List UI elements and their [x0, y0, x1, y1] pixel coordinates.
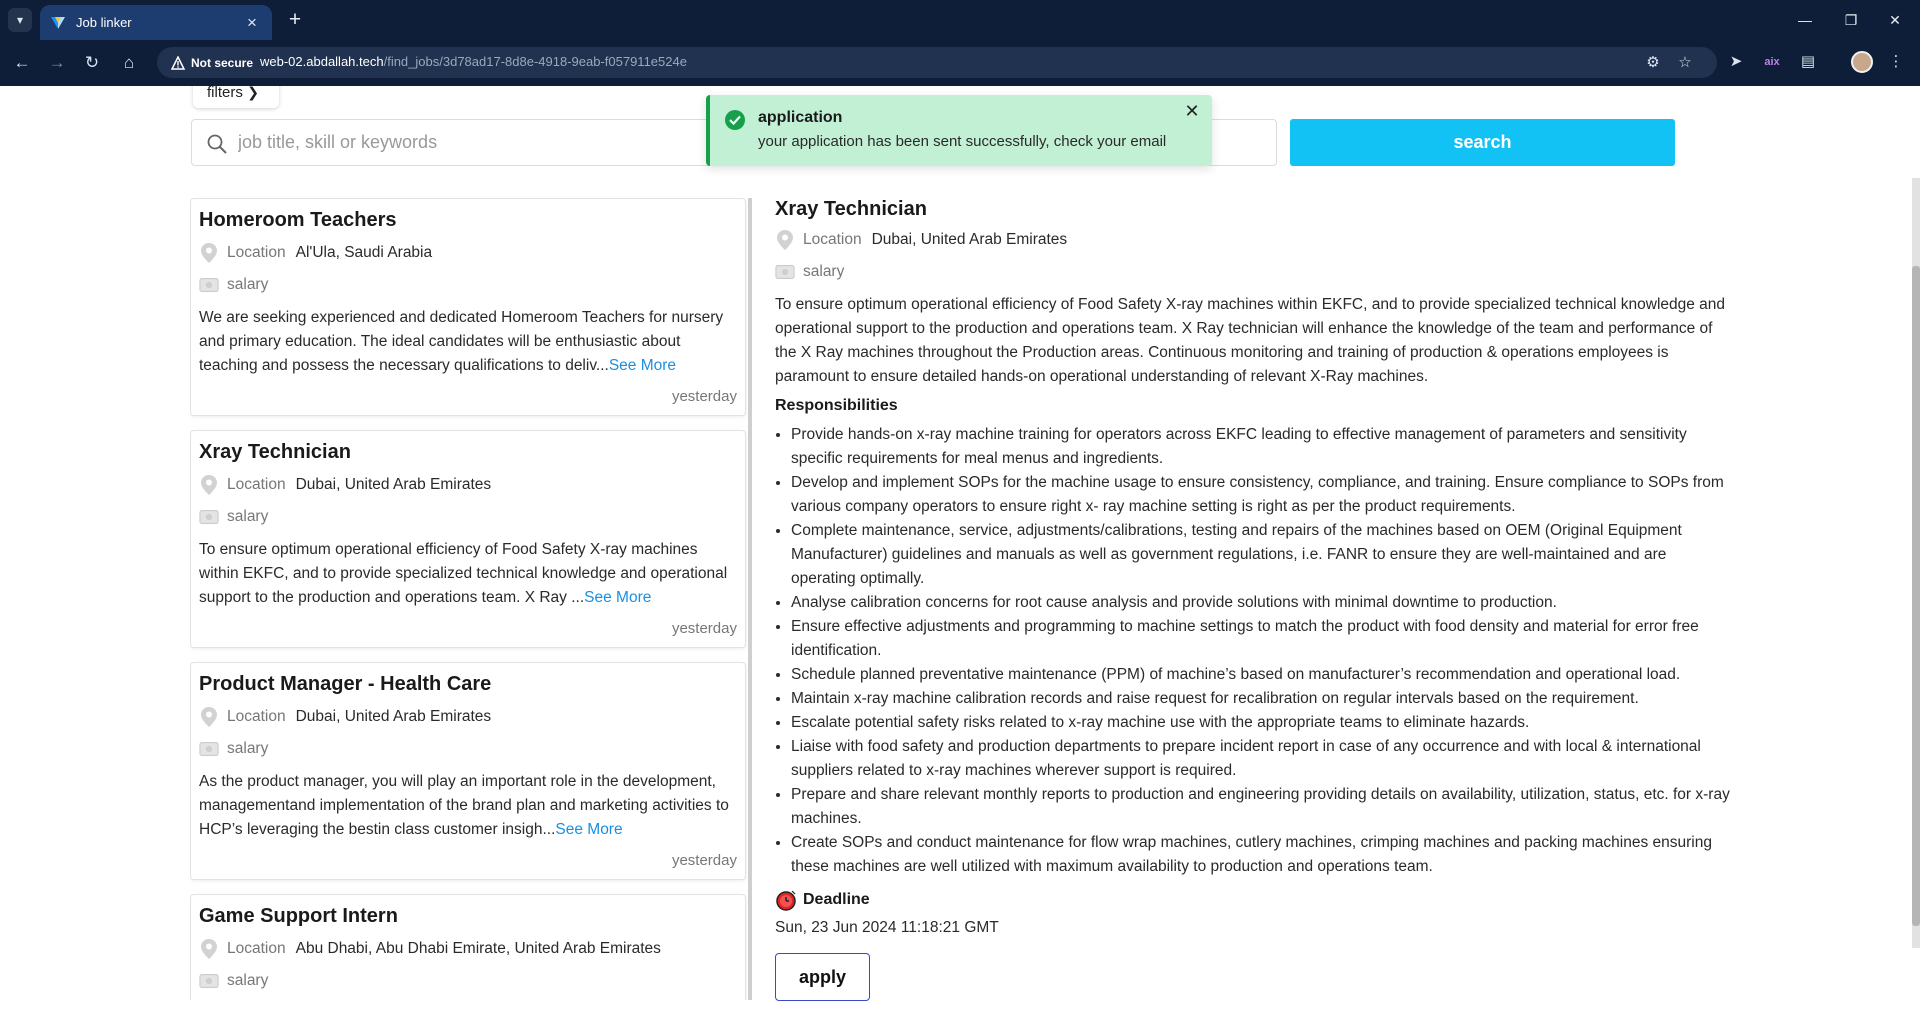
url-text[interactable]: [260, 54, 687, 69]
tab-title: Job linker: [76, 15, 132, 30]
job-salary: [199, 506, 737, 528]
location-value: Al'Ula, Saudi Arabia: [295, 244, 433, 261]
tab-strip: [0, 0, 1920, 40]
tab-search-chevron-icon[interactable]: ▾: [8, 8, 32, 32]
minimize-icon[interactable]: —: [1798, 12, 1812, 28]
job-salary: [199, 738, 737, 760]
responsibility-item: • Maintain x-ray machine calibration records and raise request for recalibration on regular intervals based on the requirement.: [791, 687, 1735, 711]
location-value: Dubai, United Arab Emirates: [871, 231, 1068, 248]
job-date: yesterday: [671, 620, 737, 637]
location-pin-icon: [775, 229, 795, 251]
page-content: [0, 86, 1920, 1032]
responsibility-item: • Escalate potential safety risks related to x-ray machine use with the appropriate teams to eliminate hazards.: [791, 711, 1735, 735]
salary-label: salary: [227, 740, 269, 757]
extension-aix-icon[interactable]: aix: [1764, 56, 1780, 68]
job-list: [190, 198, 752, 1000]
job-date: yesterday: [671, 388, 737, 405]
url-path: /find_jobs/3d78ad17-8d8e-4918-9eab-f057911e524e: [383, 54, 687, 69]
responsibility-item: • Provide hands-on x-ray machine training for operators across EKFC leading to effective management of parameters and sensitivity specific requirements for meal menus and ingredients.: [791, 423, 1735, 471]
location-pin-icon: [199, 242, 219, 264]
responsibility-item: • Ensure effective adjustments and programming to machine settings to match the product with food density and material for error free identification.: [791, 615, 1735, 663]
profile-avatar[interactable]: [1851, 51, 1873, 73]
vuetify-logo-icon: [50, 15, 66, 31]
alarm-clock-icon: [775, 889, 797, 911]
location-value: Dubai, United Arab Emirates: [295, 476, 492, 493]
location-label: Location: [803, 231, 862, 248]
reload-icon[interactable]: ↻: [84, 53, 100, 72]
deadline-row: [775, 887, 1735, 913]
details-title: Xray Technician: [775, 198, 927, 220]
toast-close-icon[interactable]: ✕: [1184, 101, 1200, 121]
details-location: [775, 229, 1735, 251]
responsibilities-list: [775, 423, 1735, 879]
job-date: yesterday: [671, 852, 737, 869]
warning-triangle-icon: [171, 56, 185, 70]
location-label: Location: [227, 940, 286, 957]
salary-label: salary: [227, 972, 269, 989]
money-icon: [199, 274, 219, 296]
browser-tab-job-linker[interactable]: [40, 5, 272, 40]
search-button[interactable]: search: [1290, 119, 1675, 166]
deadline-label: Deadline: [803, 891, 870, 908]
job-title: Xray Technician: [199, 441, 351, 463]
search-icon: [206, 133, 228, 155]
location-value: Dubai, United Arab Emirates: [295, 708, 492, 725]
job-location: [199, 938, 737, 960]
apply-button[interactable]: apply: [775, 953, 870, 1001]
location-pin-icon: [199, 938, 219, 960]
responsibility-item: • Analyse calibration concerns for root cause analysis and provide solutions with minimal downtime to production.: [791, 591, 1735, 615]
not-secure-chip[interactable]: [165, 51, 261, 74]
bookmark-star-icon[interactable]: ☆: [1678, 54, 1692, 71]
job-details-panel: [775, 198, 1735, 1028]
money-icon: [199, 738, 219, 760]
location-label: Location: [227, 708, 286, 725]
url-host: web-02.abdallah.tech: [260, 54, 384, 69]
extension-bird-icon[interactable]: ➤: [1729, 53, 1743, 70]
job-title: Game Support Intern: [199, 905, 398, 927]
responsibility-item: • Complete maintenance, service, adjustments/calibrations, testing and repairs of the machines based on OEM (Original Equipment Manufacturer) guidelines and manuals as well as government regulations, i.e. FANR to ensure they are well-maintained and are operating optimally.: [791, 519, 1735, 591]
money-icon: [199, 970, 219, 992]
job-card[interactable]: [190, 198, 746, 416]
home-icon[interactable]: ⌂: [123, 53, 135, 72]
job-description: [199, 306, 737, 378]
job-title: Product Manager - Health Care: [199, 673, 492, 695]
money-icon: [775, 261, 795, 283]
money-icon: [199, 506, 219, 528]
job-description: [199, 770, 737, 842]
details-description: To ensure optimum operational efficiency of Food Safety X-ray machines within EKFC, and to provide specialized technical knowledge and operational support to the production and operations team. X Ray technician will enhance the knowledge of the team and performance of the X Ray machines throughout the Production areas. Continuous monitoring and training of production & operations employees is paramount to ensure detailed hands-on operational understanding of relevant X-Ray machines.: [775, 296, 1726, 385]
responsibility-item: • Schedule planned preventative maintenance (PPM) of machine’s based on manufacturer’s recommendation and operational load.: [791, 663, 1735, 687]
check-circle-icon: [724, 109, 746, 131]
job-card[interactable]: [190, 894, 746, 1000]
responsibility-item: • Prepare and share relevant monthly reports to production and engineering providing details on availability, utilization, status, etc. for x-ray machines.: [791, 783, 1735, 831]
details-salary: [775, 261, 1735, 283]
job-title: Homeroom Teachers: [199, 209, 397, 231]
success-toast: [706, 95, 1212, 166]
forward-arrow-icon[interactable]: →: [48, 53, 66, 72]
tab-close-icon[interactable]: ×: [247, 12, 257, 32]
close-window-icon[interactable]: ✕: [1889, 12, 1901, 28]
job-location: [199, 474, 737, 496]
job-description-text: To ensure optimum operational efficiency of Food Safety X-ray machines within EKFC, and to provide specialized technical knowledge and operational support to the production and operations team. X Ray ...: [199, 541, 728, 606]
toast-message: your application has been sent successfully, check your email: [758, 133, 1167, 150]
extensions-puzzle-icon[interactable]: ▤: [1800, 53, 1816, 70]
responsibilities-heading: Responsibilities: [775, 397, 898, 414]
salary-label: salary: [803, 263, 845, 280]
chevron-right-icon: ❯: [247, 86, 259, 100]
job-salary: [199, 970, 737, 992]
see-more-link[interactable]: See More: [555, 821, 623, 838]
responsibility-item: • Liaise with food safety and production departments to prepare incident report in case of any occurrence and with local & international suppliers related to x-ray machines wherever support is required.: [791, 735, 1735, 783]
back-arrow-icon[interactable]: ←: [13, 53, 31, 72]
security-label: Not secure: [191, 55, 254, 70]
job-card[interactable]: [190, 430, 746, 648]
salary-label: salary: [227, 508, 269, 525]
restore-icon[interactable]: ❐: [1844, 12, 1858, 28]
see-more-link[interactable]: See More: [608, 357, 677, 374]
location-pin-icon: [199, 706, 219, 728]
responsibility-item: • Create SOPs and conduct maintenance for flow wrap machines, cutlery machines, crimping machines and packing machines ensuring these machines are well utilized with maximum availability to production and operations team.: [791, 831, 1735, 879]
filters-toggle[interactable]: [193, 86, 279, 108]
job-salary: [199, 274, 737, 296]
job-description: [199, 538, 737, 610]
password-key-icon[interactable]: ⚙: [1646, 54, 1660, 71]
job-card[interactable]: [190, 662, 746, 880]
location-label: Location: [227, 476, 286, 493]
see-more-link[interactable]: See More: [584, 589, 652, 606]
address-bar[interactable]: [157, 47, 1717, 78]
location-value: Abu Dhabi, Abu Dhabi Emirate, United Arab Emirates: [295, 940, 661, 957]
browser-toolbar: [0, 40, 1920, 86]
location-pin-icon: [199, 474, 219, 496]
job-location: [199, 242, 737, 264]
location-label: Location: [227, 244, 286, 261]
job-description-text: We are seeking experienced and dedicated Homeroom Teachers for nursery and primary education. The ideal candidates will be enthusiastic about teaching and possess the necessary qualifications to deliv...: [199, 309, 724, 374]
job-location: [199, 706, 737, 728]
toast-title: application: [758, 109, 843, 126]
page-scrollbar-thumb[interactable]: [1912, 266, 1920, 926]
browser-chrome: [0, 0, 1920, 86]
job-description-text: As the product manager, you will play an important role in the development, managementand implementation of the brand plan and marketing activities to HCP’s leveraging the bestin class customer insigh...: [199, 773, 729, 838]
browser-menu-icon[interactable]: ⋮: [1888, 53, 1904, 70]
responsibility-item: • Develop and implement SOPs for the machine usage to ensure consistency, compliance, and training. Ensure compliance to SOPs from various company operators to ensure right x- ray machine setting is right as per the product requirements.: [791, 471, 1735, 519]
deadline-value: Sun, 23 Jun 2024 11:18:21 GMT: [775, 919, 999, 936]
salary-label: salary: [227, 276, 269, 293]
filters-label: filters: [207, 86, 243, 101]
new-tab-plus-icon[interactable]: +: [288, 8, 302, 31]
